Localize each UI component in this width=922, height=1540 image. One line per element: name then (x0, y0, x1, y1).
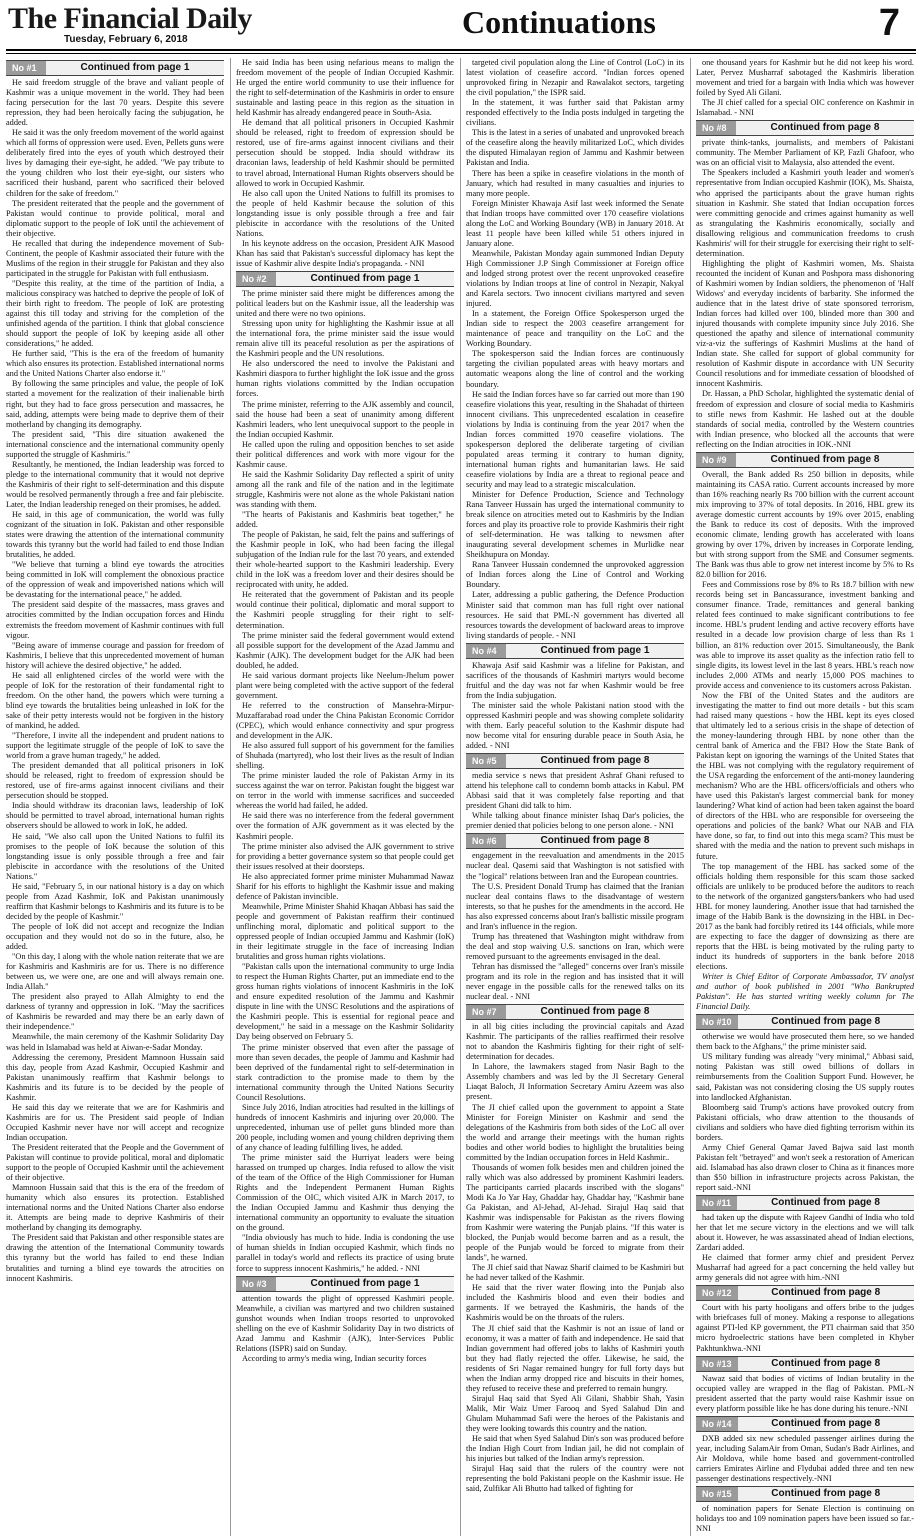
continuation-number: No #1 (6, 61, 46, 75)
continuation-header (236, 271, 454, 287)
article-paragraph: The JI chief called for a special OIC conference on Kashmir in Islamabad. - NNI (696, 98, 914, 118)
article-paragraph: Trump has threatened that Washington might withdraw from the deal and stop waiving U.S. sanctions on Iran, which were removed pursuant to the agreements envisaged in the deal. (466, 931, 684, 961)
article-paragraph: "Therefore, I invite all the independent and prudent nations to support the legitimate struggle of the people of IoK to save the world from a grave human tragedy," he added. (6, 731, 224, 761)
newspaper-title: The Financial Daily (8, 2, 252, 35)
article-paragraph: attention towards the plight of oppressed Kashmiri people. Meanwhile, a civilian was martyred and two children sustained gunshot wounds when Indian troops resorted to unprovoked shelling on the eve of Kashmir Solidarity Day in two districts of Azad Jammu and Kashmir (AJK), Inter-Services Public Relations (ISPR) said on Sunday. (236, 1293, 454, 1353)
article-paragraph: The U.S. President Donald Trump has claimed that the Iranian nuclear deal contains flaws to the disadvantage of western interests, so that he pushes for the amendments in the accord. He has also expressed concerns about Iran's ballistic missile program and Iran's influence in the region. (466, 881, 684, 931)
article-paragraph: Foreign Minister Khawaja Asif last week informed the Senate that Indian troops have committed over 170 ceasefire violations along the LoC and Working Boundary (WB) in January 2018. At least 11 people have been killed while 51 others injured in January alone. (466, 198, 684, 248)
article-paragraph: The prime minister said there might be differences among the political leaders but on the Kashmir issue, all the leadership was united and there were no two opinions. (236, 288, 454, 319)
continuation-number: No #6 (466, 834, 506, 848)
masthead-rule (6, 49, 916, 51)
continuation-header (696, 452, 914, 468)
article-paragraph: "India obviously has much to hide. India is condoning the use of human shields in Indian occupied Kashmir, which finds no parallel in today's world and reflects its practice of using brute force to suppress innocent Kashmiris," he added. - NNI (236, 1233, 454, 1273)
article-paragraph: He claimed that former army chief and president Pervez Musharraf had agreed for a pact concerning the held valley but army generals did not agree with him.-NNI (696, 1253, 914, 1283)
column-1 (6, 58, 224, 1536)
continuation-header (6, 60, 224, 76)
writer-note: Writer is Chief Editor of Corporate Ambassador, TV analyst and author of book published in 2001 "Who Bankrupted Pakistan". He has started writing weekly column for The Financial Daily. (696, 972, 914, 1012)
article-paragraph: Rana Tanveer Hussain condemned the unprovoked aggression of Indian forces along the Line of Control and Working Boundary. (466, 560, 684, 590)
article-paragraph: He demand that all political prisoners in Occupied Kashmir should be released, right to freedom of expression should be restored, use of fire-arms against innocent civilians and their persecution should be stopped. India should withdraw its draconian laws, leadership of held Kashmir should be permitted to travel abroad, International Human Rights observers should be allowed to work in Occupied Kashmir. (236, 118, 454, 188)
continuation-label: Continued from page 8 (771, 1196, 880, 1208)
continuation-label: Continued from page 1 (310, 1277, 420, 1289)
continuation-header (236, 1276, 454, 1292)
article-paragraph: He also assured full support of his government for the families of Shuhada (martyred), who lost their lives as the result of Indian shelling. (236, 741, 454, 771)
continuation-header (696, 1195, 914, 1211)
article-paragraph: Later, addressing a public gathering, the Defence Production Minister said that common man has full right over national resources. He said that PML-N government has diverted all resources towards the development of backward areas to improve living standards of people. - NNI (466, 590, 684, 640)
article-paragraph: The prime minister said the federal government would extend all possible support for the development of the Azad Jammu and Kashmir (AJK). The development budget for the AJK had been doubled, he added. (236, 630, 454, 670)
article-paragraph: He recalled that during the independence movement of Sub-Continent, the people of Kashmir associated their future with the Muslims of the region in their struggle for Pakistan and they also participated in the struggle for Pakistan with full enthusiasm. (6, 238, 224, 278)
article-paragraph: The prime minister lauded the role of Pakistan Army in its success against the war on terror. Pakistan fought the biggest war on terror in the world with immense sacrifices and succeeded whereas the world had failed, he added. (236, 771, 454, 811)
continuation-label: Continued from page 8 (771, 1016, 881, 1028)
article-paragraph: This is the latest in a series of unabated and unprovoked breach of the ceasefire along the heavily militarized LoC, which divides the disputed Himalayan region of Jammu and Kashmir between Pakistan and India. (466, 128, 684, 168)
continuation-header (696, 1486, 914, 1502)
article-paragraph: in all big cities including the provincial capitals and Azad Kashmir. The participants of the rallies reaffirmed their resolve not to abandon the Kashmiris fighting for their right of self-determination for decades. (466, 1022, 684, 1062)
article-paragraph: Fees and Commissions rose by 8% to Rs 18.7 billion with new records being set in Bancassurance, investment banking and consumer finance. Trade, remittances and general banking related fees continued to make significant contributions to fee income. HBL's prudent lending and active recovery efforts have resulted in a decade low provision charge of less than Rs 1 billion, an 81% reduction over 2015. Simultaneously, the Bank was able to improve its asset quality as the infection ratio fell to single digits, its lowest level in the last 8 years. HBL's reach now includes 2,000 ATMs and nearly 15,000 POS machines to provide access and convenience to its customers across Pakistan. (696, 580, 914, 690)
article-paragraph: He said India has been using nefarious means to malign the freedom movement of the people of Indian Occupied Kashmir. He urged the entire world community to use their influence for the right to self-determination of the Kashmiris in order to ensure sustainable and lasting peace in this region as the situation in held Kashmir has already endangered peace in South-Asia. (236, 58, 454, 118)
article-paragraph: otherwise we would have prosecuted them here, so we handed them back to the Afghans," the prime minister said. (696, 1032, 914, 1052)
continuation-number: No #3 (236, 1277, 276, 1291)
article-paragraph: Army Chief General Qamar Javed Bajwa said last month Pakistan felt "betrayed" and won't seek a restoration of American aid. Islamabad has also drawn closer to China as it finances more than $50 billion in infrastructure projects across Pakistan, the report said.-NNI (696, 1142, 914, 1192)
article-paragraph: He said it was the only freedom movement of the world against which all forms of oppression were used. Even, Pellets guns were deliberately fired into the eyes of youth which destroyed their lives by damaging their eye-sight, he added. "We pay tribute to the young children who lost their eye-sight, our sisters who sacrificed their husband, parent who sacrificed their beloved children for the sake of freedom." (6, 128, 224, 198)
article-paragraph: He said there was no interference from the federal government over the formation of AJK government as it was elected by the Kashmiri people. (236, 811, 454, 841)
continuation-number: No #9 (696, 453, 736, 467)
article-paragraph: The president also prayed to Allah Almighty to end the darkness of tyranny and oppression in IoK. "May the sacrifices of Kashmiris be rewarded and may there be an early dawn of their independence." (6, 992, 224, 1032)
continuation-label: Continued from page 8 (770, 453, 880, 465)
article-paragraph: "Pakistan calls upon the international community to urge India to respect the Human Rights Charter, put an immediate end to the gross human rights violations of innocent Kashmiris in the IoK and ensure expedited resolution of the Jammu and Kashmir dispute in line with the UNSC Resolutions and the aspirations of the Kashmiri people. This is essential for regional peace and development," he said in a message on the Kashmir Solidarity Day being observed on February 5. (236, 962, 454, 1042)
column-4 (696, 58, 914, 1536)
article-paragraph: He said the Kashmir Solidarity Day reflected a spirit of unity among all the rank and file of the nation and in the legitimate struggle, Kashmiris were not alone as the whole Pakistani nation was standing with them. (236, 469, 454, 509)
article-paragraph: The President reiterated that the People and the Government of Pakistan will continue to provide political, moral and diplomatic support to the people of Occupied Kashmir until the achievement of their objective. (6, 1142, 224, 1183)
article-paragraph: India should withdraw its draconian laws, leadership of IoK should be permitted to travel abroad, international human rights observers should be allowed to work in IoK, he added. (6, 801, 224, 831)
article-paragraph: He said, "We also call upon the United Nations to fulfil its promises to the people of IoK because the solution of this longstanding issue is only possible through a free and fair plebiscite in accordance with the resolutions of the United Nations." (6, 831, 224, 881)
article-paragraph: The people of Pakistan, he said, felt the pains and sufferings of the Kashmir people in IoK, who had been facing the illegal subjugation of the Indian rule for the last 70 years, and extended their whole-hearted support to the Kashmiri leadership. Every child in the IoK was a freedom lover and their desires should be reciprocated with unity, he added. (236, 530, 454, 590)
article-paragraph: He called upon the ruling and opposition benches to set aside their political differences and work with more vigour for the Kashmir cause. (236, 439, 454, 469)
article-paragraph: The president demanded that all political prisoners in IoK should be released, right to freedom of expression should be restored, use of fire-arms against innocent civilians and their persecution should be stopped. (6, 761, 224, 801)
continuation-header (466, 753, 684, 769)
article-paragraph: He said, "February 5, in our national history is a day on which people from Azad Kashmir, IoK and Pakistan unanimously reaffirm that Kashmir belongs to Kashmiris and its future is to be decided by the people of Kashmir." (6, 881, 224, 921)
article-paragraph: Meanwhile, Prime Minister Shahid Khaqan Abbasi has said the people and government of Pakistan reaffirm their continued unflinching moral, diplomatic and political support to the oppressed people of Indian occupied Jammu and Kashmir (IoK) in their legitimate struggle in the face of increasing Indian brutalities and gross human rights violations. (236, 901, 454, 962)
continuation-label: Continued from page 8 (771, 1357, 881, 1369)
masthead-rule-thin (6, 53, 916, 54)
article-paragraph: The president said despite of the massacres, mass graves and atrocities committed by the Indian occupation forces and Hindu extremists the freedom movement of Kashmir continues with full vigour. (6, 600, 224, 640)
issue-date: Tuesday, February 6, 2018 (64, 34, 188, 45)
article-paragraph: The top management of the HBL has sacked some of the officials holding them responsible for this scam those sacked officials are unlikely to be produced before the auditors to reach to the network of the organized gangsters/bankers who had used HBL for money laundering. Another issue that had tarnished the image of the Habib Bank is the downsizing in the HBL in Dec-2017 as the bank had forcibly retired its 144 officials, while more are expecting to face the dagger of downsizing as there are reports that the HBL is being motivated by the ruling party to induct its hundreds of supporters in the bank before 2018 elections. (696, 861, 914, 972)
article-paragraph: targeted civil population along the Line of Control (LoC) in its latest violation of ceasefire accord. "Indian forces opened unprovoked firing in Nezapir and Rawalakot sectors, targeting the civil population," the ISPR said. (466, 58, 684, 98)
column-divider (460, 58, 461, 1536)
continuation-number: No #14 (696, 1417, 738, 1431)
article-paragraph: He referred to the construction of Mansehra-Mirpur-Muzaffarabad road under the China Pakistan Economic Corridor (CPEC), which would enhance connectivity and spur progress and development in the AJK. (236, 700, 454, 741)
article-paragraph: Now the FBI of the United States and the auditors are investigating the matter to find out more details - but this scam had raised many questions - how the HBL kept its eyes closed that ultimately led to a serious crisis in the shape of detection of the money-laundering through HBL by none other than the central bank of America and the FBI? How the State Bank of Pakistan kept on ignoring the warnings of the United States that the HBL was not complying with the regulatory requirement of the USA regarding the enforcement of the anti-money laundering mechanism? Who are the HBL officers/officials and others who have used this Pakistan's largest commercial bank for money laundering? What kind of action had been taken against the board of directors of the HBL who are responsible for overseeing the operations and policies of the bank? What our NAB and FIA have done, so far, to find out into this mega scam? This must be shared with the media and the nation to prevent such mishaps in future. (696, 690, 914, 861)
article-paragraph: Since July 2016, Indian atrocities had resulted in the killings of hundreds of innocent Kashmiris and injuring over 20,000. The unprecedented, inhuman use of pellet guns blinded more than 200 people, including women and young children depriving them of any chance of leading fulfilling lives, he added. (236, 1102, 454, 1152)
article-paragraph: He said, in this age of communication, the world was fully cognizant of the situation in IoK. Pakistan and other responsible states were drawing the attention of the international community towards this tyranny but the world had failed to end those Indian brutalities, he added. (6, 510, 224, 560)
article-paragraph: In a statement, the Foreign Office Spokesperson urged the Indian side to respect the 2003 ceasefire arrangement for maintenance of peace and tranquility on the LoC and the Working Boundary. (466, 309, 684, 349)
article-paragraph: According to army's media wing, Indian security forces (242, 1353, 427, 1363)
continuation-header (696, 1285, 914, 1301)
continuation-header (466, 643, 684, 659)
article-paragraph: The prime minister also advised the AJK government to strive for providing a better governance system so that people could get their issues resolved at their doorsteps. (236, 841, 454, 871)
article-paragraph: Sirajul Haq said that the rulers of the country were not representing the bold Pakistani people on the Kashmir issue. He said, Zulfikar Ali Bhutto had talked of fighting for (466, 1464, 684, 1494)
article-paragraph: He said this day we reiterate that we are for Kashmiris and Kashmiris are for us. The President said people of Indian Occupied Kashmir never have nor will accept and recognize Indian occupation. (6, 1102, 224, 1142)
article-paragraph: Meanwhile, the main ceremony of the Kashmir Solidarity Day was held in Islamabad was held at Aiwan-e-Sadar Monday. (6, 1032, 224, 1052)
continuation-label: Continued from page 8 (540, 755, 650, 767)
article-paragraph: The minister said the whole Pakistani nation stood with the oppressed Kashmiri people and was showing complete solidarity with them. Early peaceful solution to the Kashmir dispute had now become vital for ensuring durable peace in South Asia, he added. - NNI (466, 700, 684, 751)
article-paragraph: Court with his party hooligans and offers bribe to the judges with briefcases full of money. Making a response to allegations against PTI-led KP government, the PTI chairman said that 350 micro hydroelectric stations have been completed in Khyber Pakhtunkhwa.-NNI (696, 1303, 914, 1353)
column-divider (690, 58, 691, 1536)
article-paragraph: The JI chief said that Nawaz Sharif claimed to be Kashmiri but he had never talked of the Kashmir. (466, 1263, 684, 1283)
article-paragraph: He said that when Syed Salahud Din's son was produced before the Indian High Court from Indian jail, he did not complain of his injuries but talked of the Indian army's repression. (466, 1434, 684, 1464)
continuation-label: Continued from page 8 (540, 1006, 650, 1018)
article-paragraph: Bloomberg said Trump's actions have provoked outcry from Pakistani officials, who draw attention to the thousands of civilians and soldiers who have died fighting terrorism within its borders. (696, 1102, 914, 1142)
article-paragraph: "Being aware of immense courage and passion for freedom of Kashmiris, I believe that this unprecedented movement of human history will achieve the desired objective," he added. (6, 640, 224, 670)
article-paragraph: The spokesperson said the Indian forces are continuously targeting the civilian populated areas with heavy mortars and automatic weapons along the line of control and the working boundary. (466, 349, 684, 389)
continuation-label: Continued from page 8 (770, 122, 880, 134)
article-paragraph: While talking about finance minister Ishaq Dar's policies, the premier denied that policies belong to one person alone. - NNI (466, 811, 684, 831)
continuation-number: No #8 (696, 121, 736, 135)
article-paragraph: "On this day, I along with the whole nation reiterate that we are for Kashmiris and Kashmiris are for us. There is no difference between us, we were one, are one and will always remain one. India Allah." (6, 952, 224, 992)
article-paragraph: Resultantly, he mentioned, the Indian leadership was forced to pledge to the international community that it would not deprive the Kashmiris of their right to self-determination and this dispute would be resolved permanently through a free and fair plebiscite. Later, the Indian leadership reneged on their promises, he added. (6, 459, 224, 509)
article-paragraph: The JI chief said that the Kashmir is not an issue of land or economy, it was a matter of faith and independence. He said that Indian government had offered jobs to lakhs of Kashmiri youth but they had flatly rejected the offer. Likewise, he said, the residents of Sri Nagar remained hungry for full forty days but when the Indian army dropped rice and biscuits in their homes, they refused to receive these and preferred to remain hungry. (466, 1323, 684, 1393)
article-paragraph: By following the same principles and value, the people of IoK started a movement for the realization of their inalienable birth right, but they had to face gross persecution and massacres, he said, adding, attempts were being made to deprive them of their motherland by changing its demography. (6, 379, 224, 429)
article-paragraph: He also underscored the need to involve the Pakistani and Kashmiri diaspora to further highlight the IoK issue and the gross human rights violations committed by the Indian occupation forces. (236, 359, 454, 399)
article-paragraph: He said various dormant projects like Neelum-Jhelum power plant were being completed with the active support of the federal government. (236, 670, 454, 700)
article-paragraph: Tehran has dismissed the "alleged" concerns over Iran's missile program and its role in the region and has insisted that it will never engage in the possible calls for the renewed talks on its nuclear deal. - NNI (466, 961, 684, 1002)
article-paragraph: Meanwhile, Pakistan Monday again summoned Indian Deputy High Commissioner J.P Singh Commissioner at Foreign office and lodged strong protest over the recent unprovoked ceasefire violations by Indian troops at line of control in Nezapir, Nakyal and Karela sectors. Two innocent civilians martyred and seven injured. (466, 248, 684, 309)
continuation-header (696, 1416, 914, 1432)
article-paragraph: of nomination papers for Senate Election is continuing on holidays too and 109 nomination papers have been issued so far.-NNI (696, 1504, 914, 1534)
article-paragraph: US military funding was already "very minimal," Abbasi said, noting Pakistan was still owed billions of dollars in reimbursements from the Coalition Support Fund. However, he said, Pakistan was not considering closing the US supply routes into landlocked Afghanistan. (696, 1052, 914, 1102)
article-paragraph: The Speakers included a Kashmiri youth leader and women's representative from Indian occupied Kashmir (IOK), Ms. Shaista, who apprised the participants about the grave human rights situation in Kashmir. She stated that Indian occupation forces were committing genocide and crimes against humanity as well as strangulating the Kashmiris economically, socially and disallowing religious and communication freedoms to crush Kashmiris' will for their struggle for exercising their right to self-determination. (696, 168, 914, 258)
article-columns (6, 58, 916, 1536)
article-paragraph: Nawaz said that bodies of victims of Indian brutality in the occupied valley are wrapped in the flag of Pakistan. PML-N president asserted that the party would raise Kashmir issue on every platform possible like he has done during his tenure.-NNI (696, 1373, 914, 1413)
article-paragraph: DXB added six new scheduled passenger airlines during the year, including SalamAir from Oman, Sudan's Badr Airlines, and Air Moldova, while home based and government-controlled carriers Emirates Airline and Flydubai added three and ten new passenger destinations respectively.-NNI (696, 1433, 914, 1483)
article-paragraph: Minister for Defence Production, Science and Technology Rana Tanveer Hussain has urged the international community to break silence on atrocities meted out to Kashmiris by the Indian forces and play its proactive role to provide Kashmiris their right of self-determination. He was talking to newsmen after inaugurating several development schemes in Murlidke near Sheikhupura on Monday. (466, 490, 684, 560)
continuation-header (466, 1004, 684, 1020)
article-paragraph: The prime minister observed that even after the passage of more than seven decades, the people of Jammu and Kashmir had been deprived of the fundamental right to self-determination in stark contradiction to the promise made to them by the international community through the United Nations Security Council Resolutions. (236, 1042, 454, 1102)
continuation-header (696, 1014, 914, 1030)
article-paragraph: The prime minister said the Hurriyat leaders were being harassed on trumped up charges. India refused to allow the visit of the team of the Office of the High Commissioner for Human Rights and the Independent Permanent Human Rights Commission of the OIC, which visited AJK in March 2017, to the Indian Occupied Jammu and Kashmir thus denying the international community an opportunity to evaluate the situation on the ground. (236, 1153, 454, 1233)
continuation-header (696, 120, 914, 136)
article-paragraph: He reiterated that the government of Pakistan and its people would continue their political, diplomatic and moral support to the Kashmiri people struggling for their right to self-determination. (236, 590, 454, 630)
article-paragraph: "We believe that turning a blind eye towards the atrocities being committed in IoK will complement the obnoxious practice of the oppression of weak and impoverished nations which will be devastating for the international peace," he added. (6, 560, 224, 600)
article-paragraph: The president reiterated that the people and the government of Pakistan would continue to provide political, moral and diplomatic support to the people of IoK until the achievement of their objective. (6, 198, 224, 238)
continuation-label: Continued from page 8 (771, 1487, 881, 1499)
continuation-number: No #7 (466, 1005, 506, 1019)
article-paragraph: Highlighting the plight of Kashmiri women, Ms. Shaista recounted the incident of Kunan and Poshpora mass dishonoring of Kashmiri women by Indian soldiers, the phenomenon of 'Half Widows' and everyday incidents of barbarity. She informed the audience that in the latest drive of state sponsored terrorism, Indian forces had killed over 100, blinded more than 300 and injured thousands with complete impunity since July 2016. She questioned the apathy and silence of international community viz-a-viz the sufferings of Kashmiri Muslims at the hand of Indian state. She called for support of global community for resolution of Kashmir dispute in accordance with UN Security Council resolutions and for immediate cessation of bloodshed of innocent Kashmiris. (696, 258, 914, 389)
continuation-number: No #15 (696, 1487, 738, 1501)
masthead (0, 0, 922, 50)
article-paragraph: Mamnoon Hussain said that this is the era of the freedom of humanity which also ensures its protection. Established international norms and the United Nations Charter also endorse it. Attempts are being made to deprive Kashmiris of their motherland by changing its demography. (6, 1183, 224, 1233)
article-paragraph: In his keynote address on the occasion, President AJK Masood Khan has said that Pakistan's successful diplomacy has kept the issue of Kashmir alive despite India's propaganda. - NNI (236, 238, 454, 268)
article-paragraph: The prime minister, referring to the AJK assembly and council, said the house had been a seat of unanimity among different Kashmiri leaders, who lent unequivocal support to the people in the Indian occupied Kashmir. (236, 399, 454, 439)
continuation-number: No #4 (466, 644, 506, 658)
article-paragraph: media service s news that president Ashraf Ghani refused to attend his telephone call to condemn bomb attacks in Kabul. PM Abbasi said that it was completely false reporting and that president Ghani did talk to him. (466, 771, 684, 811)
article-paragraph: private think-tanks, journalists, and members of Pakistani community. The Member Parliament of KP, Fazli Ghafoor, who was on an official visit to Malaysia, also attended the event. (696, 138, 914, 168)
article-paragraph: The JI chief called upon the government to appoint a State Minister for Foreign Minister on Kashmir and send the delegations of the Kashmiris from both sides of the LoC all over the world and arrange their meetings with the human rights bodies and other world bodies to highlight the brutalities being committed by the Indian occupation forces in Held Kashmir.. (466, 1102, 684, 1162)
continuation-header (696, 1356, 914, 1372)
section-title: Continuations (462, 4, 656, 40)
continuation-header (466, 833, 684, 849)
continuation-number: No #5 (466, 754, 506, 768)
article-paragraph: one thousand years for Kashmir but he did not keep his word. Later, Pervez Musharraf sabotaged the Kashmiris liberation movement and tried for a bargain with India which was however foiled by Syed Ali Gilani. (696, 58, 914, 98)
continuation-number: No #13 (696, 1357, 738, 1371)
page-number: 7 (878, 2, 900, 44)
article-paragraph: He said the Indian forces have so far carried out more than 190 ceasefire violations this year, resulting in the Shahadat of thirteen innocent civilians. This unprecedented escalation in ceasefire violations by India is continuing from the year 2017 when the Indian forces committed 1970 ceasefire violations. The spokesperson deplored the deliberate targeting of civilian populated areas terming it contrary to human dignity, international human rights and humanitarian laws. He said ceasefire violations by India are a threat to regional peace and security and may lead to a strategic miscalculation. (466, 389, 684, 489)
article-paragraph: In the statement, it was further said that Pakistan army responded effectively to the India posts indulged in targeting the civilians. (466, 98, 684, 128)
article-paragraph: Khawaja Asif said Kashmir was a lifeline for Pakistan, and sacrifices of the thousands of Kashmiri martyrs would become fruitful and the day was not far when Kashmir would be free from the India subjugation. (466, 660, 684, 700)
continuation-label: Continued from page 1 (310, 272, 420, 284)
continuation-label: Continued from page 8 (771, 1417, 881, 1429)
continuation-label: Continued from page 8 (540, 835, 650, 847)
article-paragraph: The people of IoK did not accept and recognize the Indian occupation and they would not do so in the future, also, he added. (6, 921, 224, 952)
continuation-number: No #11 (696, 1196, 737, 1210)
article-paragraph: Overall, the Bank added Rs 250 billion in deposits, while maintaining its CASA ratio. Current accounts increased by more than 16% reaching nearly Rs 700 billion with the current account mix improving to 37% of total deposits. In 2016, HBL grew its average domestic current accounts by 19% over 2015, enabling the Bank to reduce its cost of deposits. With the improved economic climate, lending growth has accelerated with loans growing by over 17%, driven by increases in Corporate lending, but with strong support from the SME and Consumer segments. The Bank was thus able to grow net interest income by 5% to Rs 82.0 billion for 2016. (696, 469, 914, 580)
column-2 (236, 58, 454, 1536)
continuation-number: No #10 (696, 1015, 738, 1029)
article-paragraph: "The hearts of Pakistanis and Kashmiris beat together," he added. (236, 510, 454, 530)
article-paragraph: Stressing upon unity for highlighting the Kashmir issue at all the international fora, the prime minister said the issue would remain alive till its peaceful resolution as per the aspirations of the Kashmiri people and the UN resolutions. (236, 319, 454, 359)
article-paragraph: engagement in the reevaluation and amendments in the 2015 nuclear deal. Qasemi said that Washington is not satisfied with the "logical" relations between Iran and the European countries. (466, 851, 684, 881)
article-paragraph: He further said, "This is the era of the freedom of humanity which also ensures its protection. Established international norms and the United Nations Charter also endorse it." (6, 349, 224, 379)
continuation-label: Continued from page 8 (771, 1287, 881, 1299)
article-paragraph: There has been a spike in ceasefire violations in the month of January, which had resulted in many casualties and injuries to many more people. (466, 168, 684, 198)
continuation-number: No #12 (696, 1286, 738, 1300)
article-paragraph: The president said, "This dire situation awakened the international conscience and the international community openly supported the struggle of Kashmiris." (6, 429, 224, 459)
continuation-label: Continued from page 1 (80, 61, 190, 73)
continuation-label: Continued from page 1 (540, 644, 650, 656)
article-paragraph: Sirajul Haq said that Syed Ali Gilani, Shabbir Shah, Yasin Malik, Mir Waiz Umer Farooq and Syed Salahud Din and Ghulam Muhammad Safi were the heroes of the Pakistanis and they were looking towards this country and the nation. (466, 1393, 684, 1433)
article-paragraph: Thousands of women folk besides men and children joined the rally which was also addressed by prominent Kashmiri leaders. The participants carried placards inscribed with the slogans" Modi Ka Jo Yar Hay, Ghaddar hay, Ghaddar hay, "Kashmir bane Ga Pakistan, and Al-Jehad, Al-Jehad. Sirajul Haq said that Kashmir was indispensable for Pakistan as the rivers flowing from Kashmir were watering the Punjab plains. "If this water is blocked, the Punjab would become barren and as a result, the people of the Punjab would be forced to migrate from their lands", he warned. (466, 1162, 684, 1263)
article-paragraph: Addressing the ceremony, President Mamnoon Hussain said this day, people from Azad Kashmir, Occupied Kashmir and Pakistan unanimously reaffirm that Kashmir belongs to Kashmiris and its future is to be decided by the people of Kashmir. (6, 1052, 224, 1102)
continuation-number: No #2 (236, 272, 276, 286)
article-paragraph: "Despite this reality, at the time of the partition of India, a malicious conspiracy was hatched to deprive the people of IoK of their birth right to freedom. The people of IoK are protesting against this till today and striving for the completion of the unfinished agenda of the partition. I think that global conscience should support the people of IoK by keeping aside all other considerations," he added. (6, 278, 224, 349)
article-paragraph: The President said that Pakistan and other responsible states are drawing the attention of the International Community towards this tyranny but the world has failed to end these Indian brutalities and turning a blind eye towards the atrocities on innocent Kashmiris. (6, 1233, 224, 1283)
article-paragraph: He said that the river water flowing into the Punjab also included the Kashmiris blood and even their bodies and garments. If we betrayed the Kashmiris, the hands of the Kashmiris would be on the throats of the rulers. (466, 1283, 684, 1323)
article-paragraph: Dr. Hassan, a PhD Scholar, highlighted the systematic denial of freedom of expression and closure of social media to Kashmiris to stifle news from Kashmir. He lashed out at the double standards of social media, controlled by the Western countries with Indian presence, who blocked all the accounts that were reflecting on the Indian atrocities in IOK.-NNI (696, 389, 914, 449)
article-paragraph: had taken up the dispute with Rajeev Gandhi of India who told her that let me secure victory in the elections and we will talk about it. However, he was assassinated ahead of Indian elections, Zardari added. (696, 1213, 914, 1253)
article-paragraph: He said freedom struggle of the brave and valiant people of Kashmir was a unique movement in the world. They had been facing persecution for the last 70 years. Despite this severe repression, they had been heroically facing the subjugation, he added. (6, 78, 224, 128)
article-paragraph: In Lahore, the lawmakers staged from Nasir Bagh to the Assembly chambers and was led by the JI Secretary General Liaqat Baloch, JI Information Secretary Amiru Azeem was also present. (466, 1062, 684, 1102)
column-divider (230, 58, 231, 1536)
column-3 (466, 58, 684, 1536)
article-paragraph: He also appreciated former prime minister Muhammad Nawaz Sharif for his efforts to highlight the Kashmir issue and making defence of Pakistan invincible. (236, 871, 454, 901)
article-paragraph: He also call upon the United Nations to fulfill its promises to the people of held Kashmir because the solution of this longstanding issue is only possible through a free and fair plebiscite in accordance with the resolutions of the United Nations. (236, 188, 454, 238)
article-paragraph: He said all enlightened circles of the world were with the people of IoK for the restoration of their fundamental right to freedom. On the other hand, the powers which were turning a blind eye towards the brutalities being unleashed in IoK for the sake of their petty interests would not be forgiven in the history of mankind, he added. (6, 670, 224, 730)
